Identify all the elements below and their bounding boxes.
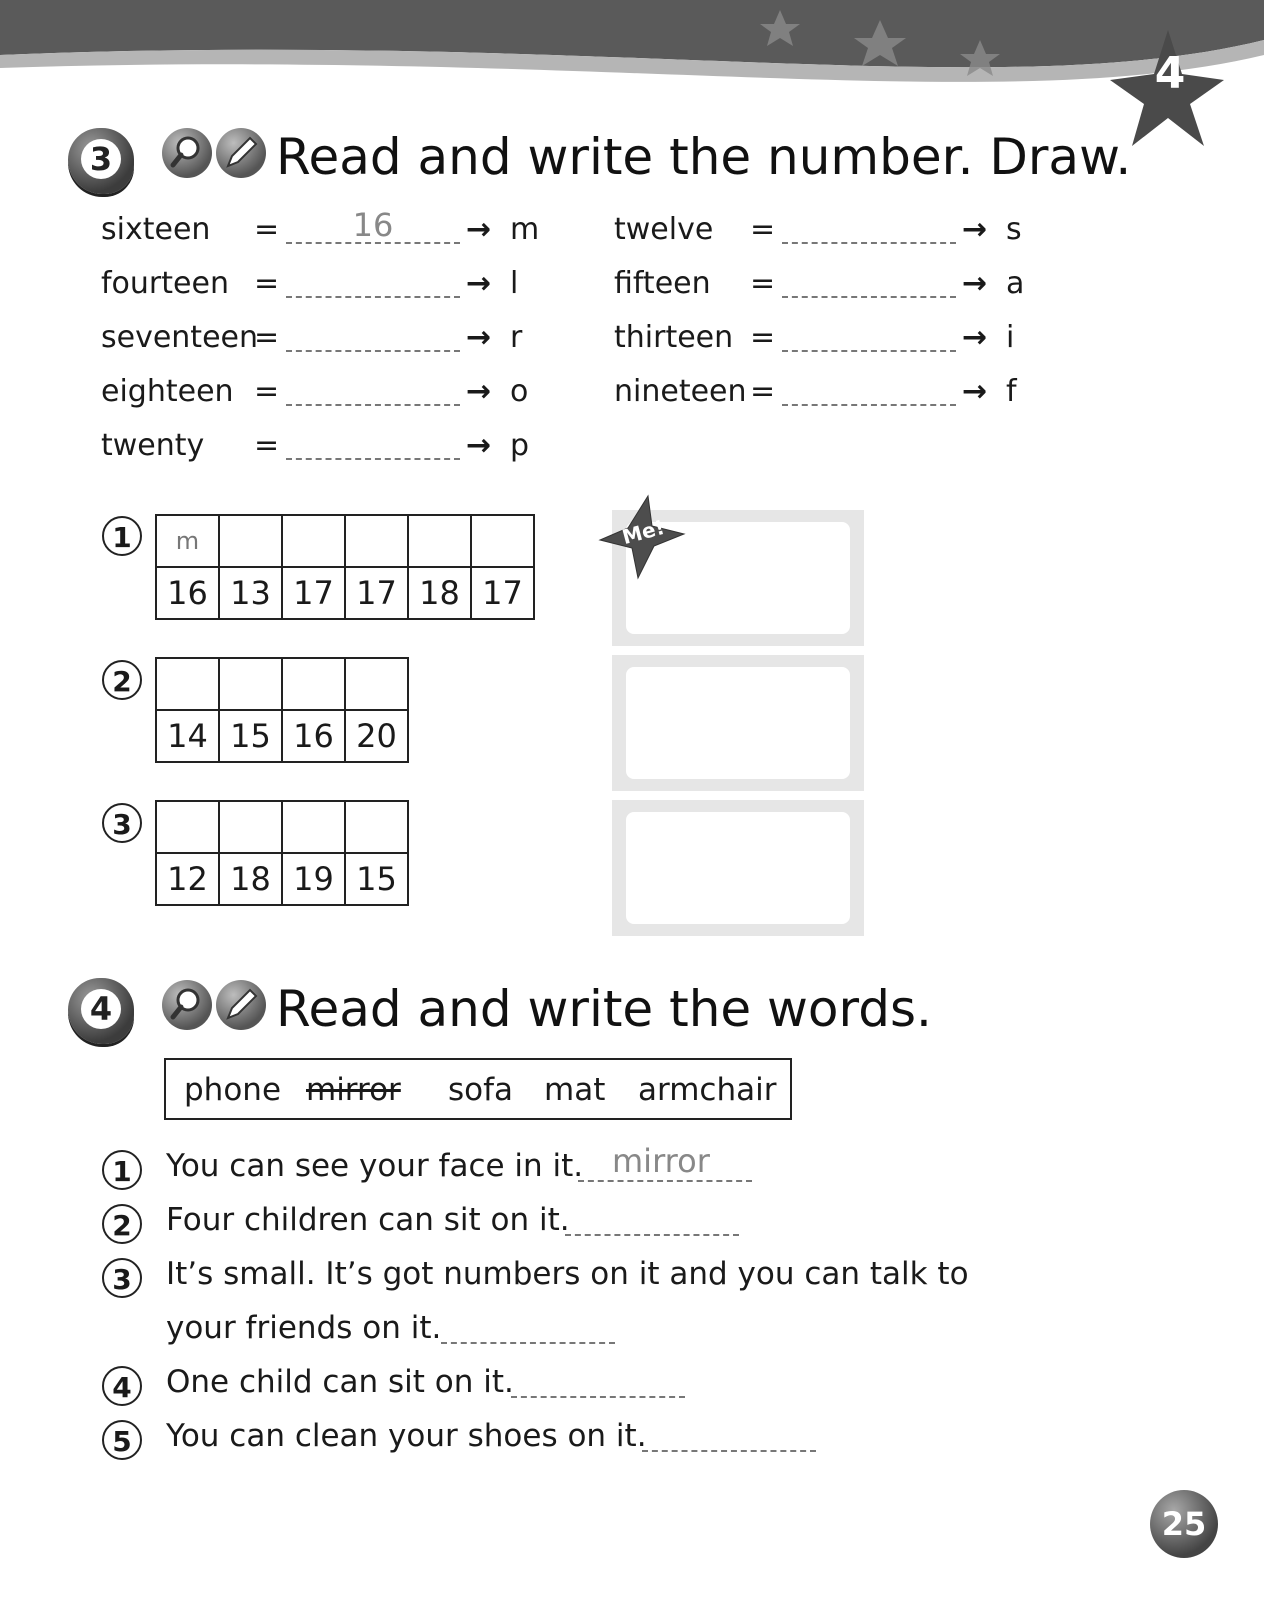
exercise-3-number-badge xyxy=(68,128,134,194)
sentence-3-text-continued: your friends on it. xyxy=(166,1310,442,1346)
answer-line[interactable] xyxy=(286,350,460,352)
equals-sign: = xyxy=(750,374,776,409)
bank-word: phone xyxy=(184,1072,282,1108)
sentence-1-answer: mirror xyxy=(612,1142,710,1180)
puzzle-2-grid xyxy=(155,657,409,763)
equals-sign: = xyxy=(750,266,776,301)
number-word: fourteen xyxy=(101,266,229,301)
letter-cell[interactable] xyxy=(345,801,408,853)
answer-line[interactable] xyxy=(511,1396,685,1398)
puzzle-1-number: 1 xyxy=(102,516,142,556)
magnifier-icon xyxy=(162,980,212,1030)
equals-sign: = xyxy=(254,212,280,247)
code-cell: 18 xyxy=(408,567,471,619)
letter-cell[interactable] xyxy=(282,801,345,853)
number-answer: 16 xyxy=(352,206,394,244)
sentence-2-text: Four children can sit on it. xyxy=(166,1202,570,1238)
exercise-4-number: 4 xyxy=(81,989,121,1029)
number-word: thirteen xyxy=(614,320,734,355)
answer-line[interactable] xyxy=(286,404,460,406)
arrow-icon: → xyxy=(466,266,492,301)
answer-line[interactable] xyxy=(642,1450,816,1452)
code-letter: m xyxy=(510,212,540,247)
unit-number: 4 xyxy=(1154,48,1186,99)
code-cell: 20 xyxy=(345,710,408,762)
letter-cell[interactable] xyxy=(471,515,534,567)
bank-word: armchair xyxy=(638,1072,777,1108)
arrow-icon: → xyxy=(962,374,988,409)
sentence-5-text: You can clean your shoes on it. xyxy=(166,1418,647,1454)
letter-cell[interactable] xyxy=(156,658,219,710)
bank-word: sofa xyxy=(448,1072,514,1108)
code-cell: 13 xyxy=(219,567,282,619)
exercise-4-title: Read and write the words. xyxy=(276,980,932,1038)
bank-word: mat xyxy=(544,1072,606,1108)
letter-cell[interactable] xyxy=(282,515,345,567)
letter-cell[interactable] xyxy=(282,658,345,710)
equals-sign: = xyxy=(254,266,280,301)
sentence-1-text: You can see your face in it. xyxy=(166,1148,584,1184)
code-cell: 17 xyxy=(471,567,534,619)
arrow-icon: → xyxy=(962,212,988,247)
answer-line[interactable] xyxy=(782,242,956,244)
code-cell: 19 xyxy=(282,853,345,905)
equals-sign: = xyxy=(254,320,280,355)
sentence-3-text: It’s small. It’s got numbers on it and you can talk to xyxy=(166,1256,969,1292)
sentence-3-number: 3 xyxy=(102,1258,142,1298)
code-letter: r xyxy=(510,320,523,355)
equals-sign: = xyxy=(254,428,280,463)
code-cell: 15 xyxy=(219,710,282,762)
letter-cell[interactable] xyxy=(219,801,282,853)
code-cell: 17 xyxy=(345,567,408,619)
sentence-5-number: 5 xyxy=(102,1420,142,1460)
exercise-3-title: Read and write the number. Draw. xyxy=(276,128,1132,186)
letter-cell[interactable] xyxy=(408,515,471,567)
answer-line[interactable] xyxy=(578,1180,752,1182)
answer-line[interactable] xyxy=(441,1342,615,1344)
answer-line[interactable] xyxy=(782,350,956,352)
code-cell: 17 xyxy=(282,567,345,619)
code-cell: 12 xyxy=(156,853,219,905)
sentence-2-number: 2 xyxy=(102,1204,142,1244)
number-word: twelve xyxy=(614,212,714,247)
page-number: 25 xyxy=(1150,1490,1218,1558)
number-word: fifteen xyxy=(614,266,711,301)
arrow-icon: → xyxy=(466,320,492,355)
answer-line[interactable] xyxy=(782,404,956,406)
arrow-icon: → xyxy=(466,212,492,247)
arrow-icon: → xyxy=(962,320,988,355)
code-letter: p xyxy=(510,428,530,463)
letter-cell[interactable] xyxy=(156,801,219,853)
letter-cell[interactable] xyxy=(345,515,408,567)
number-word: seventeen xyxy=(101,320,259,355)
letter-cell[interactable]: m xyxy=(156,515,219,567)
code-cell: 18 xyxy=(219,853,282,905)
word-bank xyxy=(164,1058,792,1120)
answer-line[interactable] xyxy=(286,458,460,460)
code-cell: 14 xyxy=(156,710,219,762)
equals-sign: = xyxy=(254,374,280,409)
code-letter: l xyxy=(510,266,519,301)
puzzle-3-number: 3 xyxy=(102,803,142,843)
code-letter: s xyxy=(1006,212,1022,247)
equals-sign: = xyxy=(750,320,776,355)
drawing-frame-3[interactable] xyxy=(612,800,864,936)
number-word: eighteen xyxy=(101,374,234,409)
pencil-icon xyxy=(216,128,266,178)
code-letter: o xyxy=(510,374,529,409)
answer-line[interactable] xyxy=(565,1234,739,1236)
exercise-4-number-badge xyxy=(68,978,134,1044)
sentence-1-number: 1 xyxy=(102,1150,142,1190)
answer-line[interactable] xyxy=(782,296,956,298)
bank-word-crossed: mirror xyxy=(306,1072,401,1108)
sentence-4-text: One child can sit on it. xyxy=(166,1364,514,1400)
puzzle-1-grid xyxy=(155,514,535,620)
letter-cell[interactable] xyxy=(345,658,408,710)
letter-cell[interactable] xyxy=(219,515,282,567)
code-letter: f xyxy=(1006,374,1017,409)
drawing-frame-2[interactable] xyxy=(612,655,864,791)
equals-sign: = xyxy=(750,212,776,247)
code-letter: a xyxy=(1006,266,1025,301)
arrow-icon: → xyxy=(962,266,988,301)
sentence-4-number: 4 xyxy=(102,1366,142,1406)
answer-line[interactable] xyxy=(286,296,460,298)
pencil-icon xyxy=(216,980,266,1030)
number-word: twenty xyxy=(101,428,205,463)
code-letter: i xyxy=(1006,320,1015,355)
magnifier-icon xyxy=(162,128,212,178)
number-word: nineteen xyxy=(614,374,747,409)
number-word: sixteen xyxy=(101,212,211,247)
code-cell: 15 xyxy=(345,853,408,905)
code-cell: 16 xyxy=(282,710,345,762)
puzzle-2-number: 2 xyxy=(102,660,142,700)
letter-cell[interactable] xyxy=(219,658,282,710)
code-cell: 16 xyxy=(156,567,219,619)
puzzle-3-grid xyxy=(155,800,409,906)
exercise-3-number: 3 xyxy=(81,139,121,179)
arrow-icon: → xyxy=(466,374,492,409)
me-label: Me! xyxy=(619,514,667,550)
arrow-icon: → xyxy=(466,428,492,463)
